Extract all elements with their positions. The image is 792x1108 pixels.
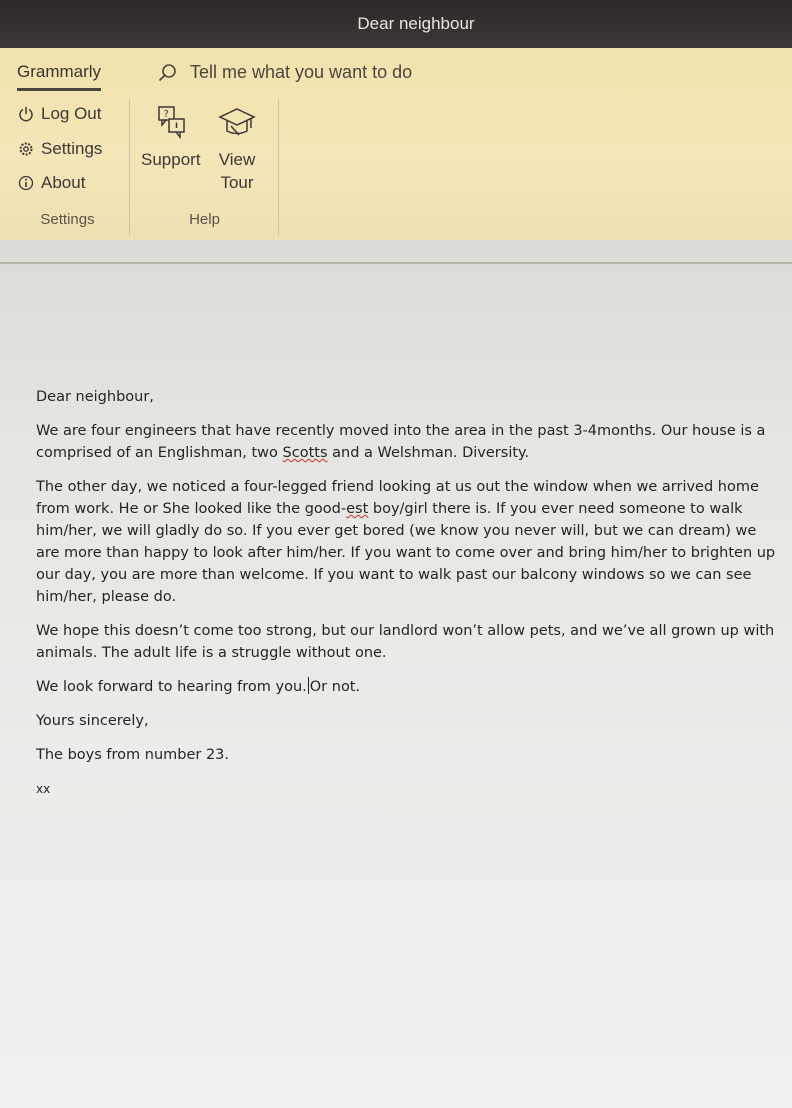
paragraph-1-text-a: We are four engineers that have recently moved into the area in the past 3-4months. Our house is a comprised of an Englishman, two: [36, 423, 766, 461]
ribbon: [0, 48, 792, 240]
info-icon: [18, 175, 34, 191]
log-out-button[interactable]: [18, 104, 102, 124]
paragraph-4-text-b: Or not.: [309, 679, 361, 695]
text-cursor: [308, 677, 309, 694]
gear-icon: [18, 141, 34, 157]
tour-label: Tour: [220, 173, 254, 192]
ribbon-divider: [0, 262, 792, 264]
paragraph-2: [36, 476, 784, 608]
help-group-label: Help: [189, 211, 220, 228]
help-group: [131, 100, 279, 236]
paragraph-4-text-a: We look forward to hearing from you.: [36, 679, 307, 695]
paragraph-1: [36, 420, 784, 464]
search-icon: [158, 63, 178, 83]
paragraph-3: We hope this doesn’t come too strong, but our landlord won’t allow pets, and we’ve all grown up with animals. The adult life is a struggle without one.: [36, 623, 775, 661]
ribbon-tab-row: [0, 48, 792, 96]
tab-grammarly[interactable]: Grammarly: [17, 62, 101, 91]
settings-button[interactable]: [18, 139, 102, 159]
spelling-error-scotts[interactable]: Scotts: [282, 445, 328, 461]
tell-me-search[interactable]: [158, 62, 412, 83]
settings-group: [6, 100, 130, 236]
spelling-error-est[interactable]: est: [346, 501, 369, 517]
letter-body[interactable]: [36, 386, 784, 812]
graduation-cap-icon: [215, 102, 259, 148]
window-title: Dear neighbour: [357, 14, 475, 33]
support-label: Support: [141, 150, 201, 169]
settings-group-label: Settings: [40, 211, 95, 228]
support-button[interactable]: [141, 102, 201, 171]
svg-text:?: ?: [163, 109, 169, 120]
paragraph-2-text-a: The other day, we noticed a four-legged friend looking at us out the window when we arrived home from work. He or She looked like the good-: [36, 479, 759, 517]
closing: Yours sincerely,: [36, 713, 149, 729]
about-label: About: [41, 173, 86, 192]
power-icon: [18, 106, 34, 122]
settings-label: Settings: [41, 139, 103, 158]
salutation: Dear neighbour,: [36, 389, 154, 405]
signature: The boys from number 23.: [36, 747, 230, 763]
log-out-label: Log Out: [41, 104, 102, 123]
title-bar: [0, 0, 792, 48]
view-label: View: [218, 150, 256, 169]
paragraph-4: [36, 676, 784, 698]
paragraph-2-text-b: boy/girl there is. If you ever need someone to walk him/her, we will gladly do so. If you ever get bored (we know you never will, but we can dream) we are more than happy to look after him/her. If you want to come over and bring him/her to brighten up our day, you are more than welcome. If you want to walk past our balcony windows so we can see him/her, please do.: [36, 501, 776, 605]
about-button[interactable]: [18, 173, 85, 193]
chat-bubbles-icon: [149, 102, 193, 148]
kisses: xx: [36, 782, 51, 796]
tell-me-placeholder: Tell me what you want to do: [190, 62, 413, 82]
paragraph-1-text-b: and a Welshman. Diversity.: [327, 445, 530, 461]
view-tour-button[interactable]: [215, 102, 259, 194]
